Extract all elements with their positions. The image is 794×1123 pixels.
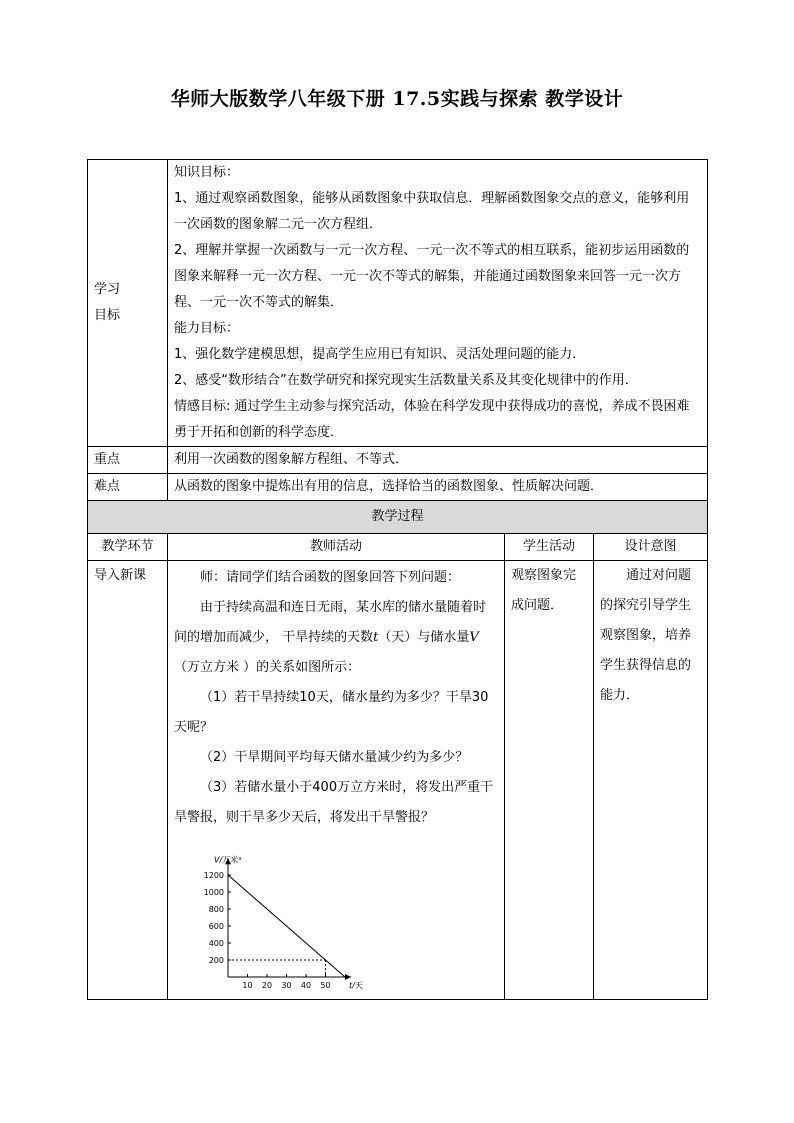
objectives-label [88, 160, 168, 447]
process-header: 教学过程 [88, 501, 708, 534]
column-header-design: 设计意图 [594, 534, 708, 561]
column-header-teacher: 教师活动 [168, 534, 505, 561]
process-header-row [88, 501, 708, 534]
lesson-plan-table [87, 159, 708, 1000]
y-tick-label: 200 [208, 956, 224, 965]
objectives-content [168, 160, 708, 447]
key-point-text: 利用一次函数的图象解方程组、不等式． [168, 447, 708, 474]
problem-text-b: （天）与储水量 [378, 630, 470, 645]
series-line [228, 875, 345, 977]
y-tick-label: 1200 [203, 871, 224, 880]
objectives-label-line2: 目标 [94, 308, 121, 323]
problem-text-c: （万立方米 ）的关系如图所示： [174, 660, 361, 675]
difficulty-label: 难点 [88, 474, 168, 501]
x-axis-arrow [345, 974, 351, 980]
teacher-intro: 师：请同学们结合函数的图象回答下列问题： [200, 570, 461, 585]
difficulty-text: 从函数的图象中提炼出有用的信息，选择恰当的函数图象、性质解决问题． [168, 474, 708, 501]
column-header-student: 学生活动 [505, 534, 594, 561]
difficulty-row [88, 474, 708, 501]
question-3: （3）若储水量小于400万立方米时，将发出严重干旱警报，则干旱多少天后，将发出干旱警报？ [174, 780, 494, 825]
key-point-label: 重点 [88, 447, 168, 474]
objectives-label-line1: 学习 [94, 282, 121, 297]
column-header-stage: 教学环节 [88, 534, 168, 561]
objective-line: 情感目标: 通过学生主动参与探究活动，体验在科学发现中获得成功的喜悦，养成不畏困难勇于开拓和创新的科学态度． [174, 399, 690, 440]
objective-line: 能力目标： [174, 321, 240, 336]
objective-line: 1、强化数学建模思想，提高学生应用已有知识、灵活处理问题的能力． [174, 347, 586, 362]
objective-line: 知识目标： [174, 165, 240, 180]
y-tick-label: 1000 [203, 888, 224, 897]
x-tick-label: 40 [300, 981, 312, 990]
objective-line: 1、通过观察函数图象，能够从函数图象中获取信息．理解函数图象交点的意义，能够利用一次函数的图象解二元一次方程组． [174, 191, 690, 232]
student-activity-cell: 观察图象完成问题． [505, 561, 594, 1000]
teacher-activity-cell [168, 561, 505, 1000]
y-tick-label: 400 [208, 939, 224, 948]
y-axis-label: V/万米³ [214, 855, 242, 865]
intro-row [88, 561, 708, 1000]
x-tick-label: 20 [261, 981, 273, 990]
objective-line: 2、感受“数形结合”在数学研究和探究现实生活数量关系及其变化规律中的作用． [174, 373, 638, 388]
y-tick-label: 800 [208, 905, 224, 914]
x-axis-label: t/天 [349, 981, 363, 990]
question-2: （2）干旱期间平均每天储水量减少约为多少？ [200, 750, 469, 765]
y-tick-label: 600 [208, 922, 224, 931]
page-title: 华师大版数学八年级下册 17.5实践与探索 教学设计 [170, 88, 624, 110]
problem-text-a: 由于持续高温和连日无雨，某水库的储水量随着时间的增加而减少， 干旱持续的天数 [174, 600, 487, 645]
stage-cell: 导入新课 [88, 561, 168, 1000]
x-tick-label: 30 [281, 981, 292, 990]
problem-statement [174, 593, 498, 683]
objective-line: 2、理解并掌握一次函数与一元一次方程、一元一次不等式的相互联系，能初步运用函数的图象来解释一元一次方程、一元一次不等式的解集，并能通过函数图象来回答一元一次方程、一元一次不等式的解集． [174, 243, 690, 310]
water-storage-chart [194, 839, 364, 997]
column-header-row [88, 534, 708, 561]
x-tick-label: 50 [320, 981, 331, 990]
key-point-row [88, 447, 708, 474]
question-1: （1）若干旱持续10天，储水量约为多少？干旱30天呢？ [174, 690, 489, 735]
design-intent-cell: 通过对问题的探究引导学生观察图象，培养学生获得信息的能力． [594, 561, 708, 1000]
x-tick-label: 10 [242, 981, 253, 990]
objectives-row [88, 160, 708, 447]
variable-v: V [469, 630, 479, 645]
variable-t: t [373, 630, 379, 645]
